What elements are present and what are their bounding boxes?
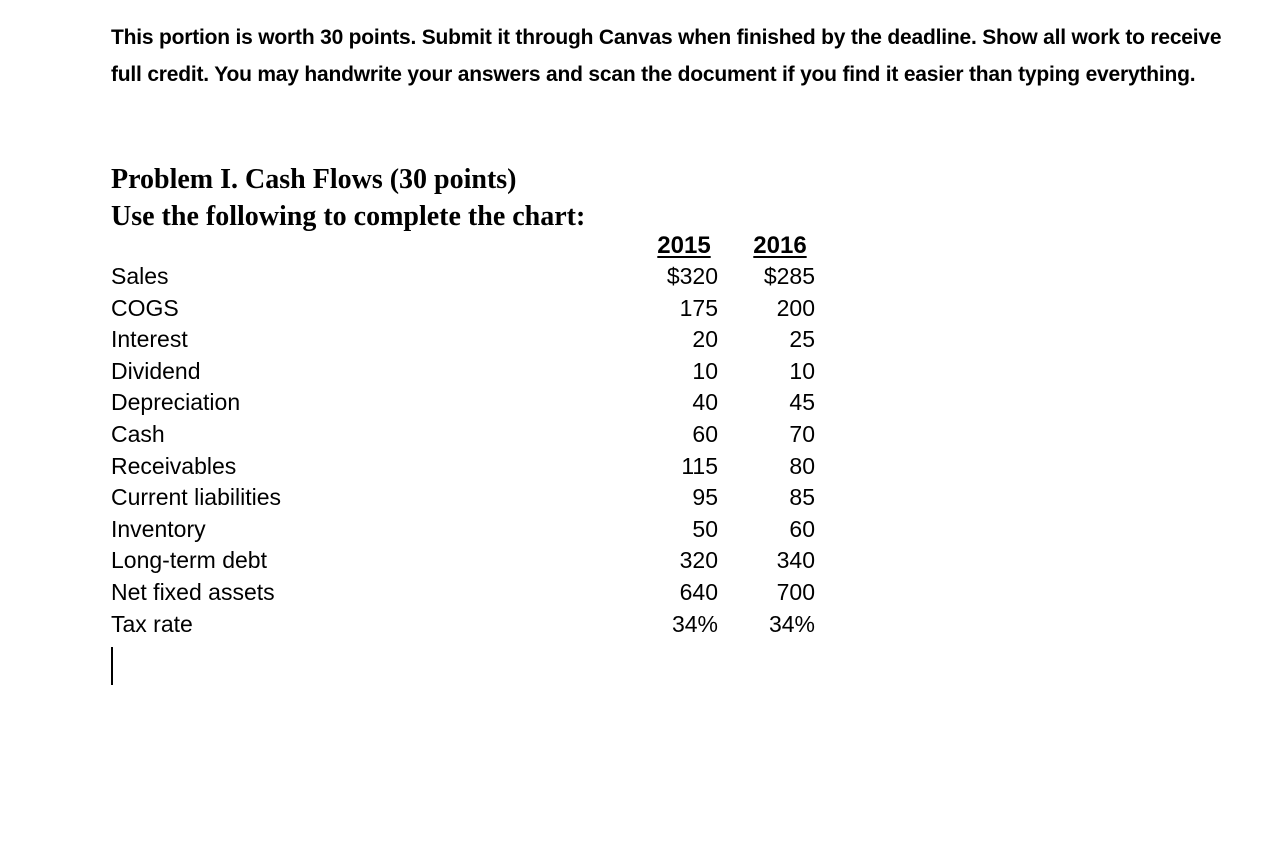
value-2015: 34% — [671, 610, 718, 637]
table-row-current-liabilities — [111, 482, 831, 514]
value-2015: 10 — [692, 357, 718, 384]
value-2016: 200 — [776, 294, 815, 321]
value-2015: 60 — [692, 420, 718, 447]
value-2016: 700 — [776, 578, 815, 605]
row-label: Long-term debt — [111, 547, 267, 574]
financial-data-table — [111, 261, 831, 640]
table-row-receivables — [111, 451, 831, 483]
row-label: Depreciation — [111, 389, 241, 416]
table-row-cash — [111, 419, 831, 451]
value-2015: 40 — [692, 389, 718, 416]
value-2016: 60 — [789, 515, 815, 542]
row-label: Tax rate — [111, 610, 193, 637]
value-2016: 45 — [789, 389, 815, 416]
value-2015: 115 — [681, 452, 718, 479]
value-2015: 95 — [692, 484, 718, 511]
table-row-sales — [111, 261, 831, 293]
table-row-interest — [111, 324, 831, 356]
table-row-cogs — [111, 293, 831, 325]
table-row-net-fixed-assets — [111, 577, 831, 609]
value-2016: 70 — [789, 420, 815, 447]
table-row-long-term-debt — [111, 545, 831, 577]
row-label: Interest — [111, 326, 188, 353]
value-2016: 340 — [776, 547, 815, 574]
row-label: Cash — [111, 420, 165, 447]
value-2016: 34% — [768, 610, 815, 637]
value-2015: $320 — [666, 263, 718, 289]
value-2015: 320 — [679, 547, 718, 574]
value-2016: 80 — [789, 452, 815, 479]
row-label: COGS — [111, 294, 179, 321]
row-label: Current liabilities — [111, 484, 282, 511]
column-header-2016: 2016 — [753, 232, 807, 259]
row-label: Inventory — [111, 515, 206, 542]
value-2016: $285 — [763, 263, 815, 289]
problem-title: Problem I. Cash Flows (30 points) — [111, 164, 517, 195]
value-2015: 50 — [692, 515, 718, 542]
value-2016: 25 — [789, 326, 815, 353]
table-row-dividend — [111, 356, 831, 388]
problem-subtitle: Use the following to complete the chart: — [111, 201, 586, 232]
row-label: Sales — [111, 263, 169, 289]
value-2015: 640 — [679, 578, 718, 605]
assignment-instructions: This portion is worth 30 points. Submit it through Canvas when finished by the deadline. Show all work to receive full credit. You may handwrite your answers and scan the document if you find it easier than typing everything. — [111, 26, 1222, 86]
column-header-2015: 2015 — [657, 232, 711, 259]
row-label: Dividend — [111, 357, 201, 384]
value-2015: 175 — [679, 294, 718, 321]
value-2015: 20 — [692, 326, 718, 353]
table-row-tax-rate — [111, 609, 831, 641]
table-row-inventory — [111, 514, 831, 546]
table-row-depreciation — [111, 387, 831, 419]
value-2016: 85 — [789, 484, 815, 511]
text-cursor[interactable] — [111, 647, 113, 685]
value-2016: 10 — [789, 357, 815, 384]
row-label: Receivables — [111, 452, 237, 479]
row-label: Net fixed assets — [111, 578, 275, 605]
